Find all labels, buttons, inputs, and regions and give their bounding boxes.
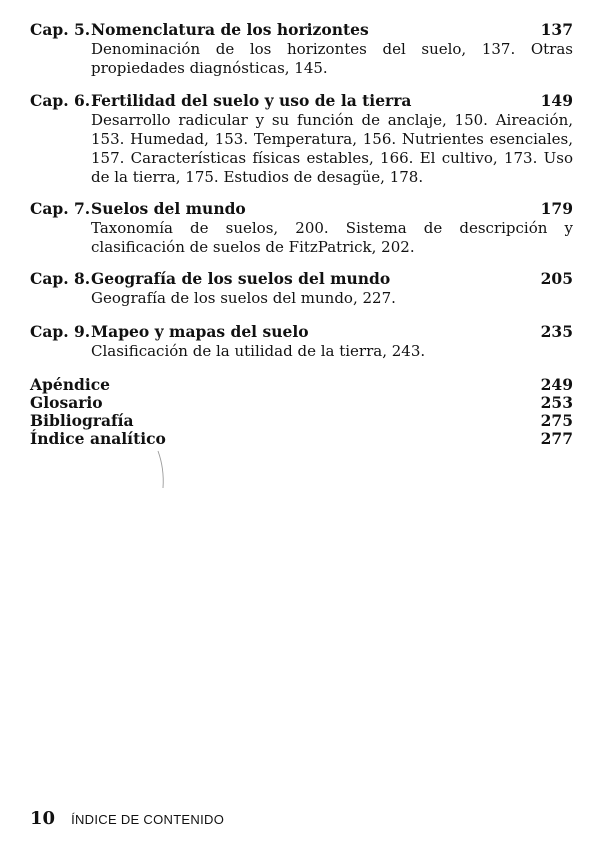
chapter-number: Cap. 7. [30,199,91,218]
entry-page: 275 [540,411,573,430]
entry-label: Apéndice [30,375,111,394]
stray-pen-mark [156,450,166,490]
chapter-page: 205 [540,269,573,288]
chapter-title: Mapeo y mapas del suelo [91,322,309,341]
toc-entry-cap-8 [30,269,573,308]
chapter-title: Geografía de los suelos del mundo [91,269,391,288]
page-number: 10 [30,808,56,829]
page-footer [30,808,224,829]
toc-back-matter [30,376,573,448]
chapter-page: 137 [540,20,573,39]
chapter-description: Denominación de los horizontes del suelo, 137. Otras propiedades diagnósticas, 145. [91,40,573,77]
toc-entry-bibliografia [30,412,573,430]
entry-page: 249 [540,375,573,394]
chapter-description: Clasificación de la utilidad de la tierra, 243. [91,342,426,360]
chapter-number: Cap. 9. [30,322,91,341]
entry-label: Glosario [30,393,103,412]
entry-label: Índice analítico [30,429,166,448]
chapter-number: Cap. 8. [30,269,91,288]
running-title: ÍNDICE DE CONTENIDO [71,812,225,827]
entry-label: Bibliografía [30,411,134,430]
chapter-title: Nomenclatura de los horizontes [91,20,369,39]
chapter-description: Geografía de los suelos del mundo, 227. [91,289,396,307]
chapter-title: Fertilidad del suelo y uso de la tierra [91,91,412,110]
chapter-number: Cap. 5. [30,20,91,39]
chapter-number: Cap. 6. [30,91,91,110]
toc-entry-indice-analitico [30,430,573,448]
chapter-title: Suelos del mundo [91,199,246,218]
toc-entry-cap-9 [30,322,573,361]
entry-page: 253 [540,393,573,412]
chapter-page: 179 [540,199,573,218]
toc-entry-glosario [30,394,573,412]
chapter-description: Taxonomía de suelos, 200. Sistema de descripción y clasificación de suelos de FitzPatrick, 202. [91,219,573,256]
toc-entry-cap-7 [30,199,573,257]
toc-entry-cap-6 [30,91,573,187]
chapter-page: 235 [540,322,573,341]
toc-entry-cap-5 [30,20,573,78]
chapter-description: Desarrollo radicular y su función de anclaje, 150. Aireación, 153. Humedad, 153. Temperatura, 156. Nutrientes esenciales, 157. Características físicas estables, 166. El cultivo, 173. Uso de la tierra, 175. Estudios de desagüe, 178. [91,111,573,186]
toc-entry-apendice [30,376,573,394]
entry-page: 277 [540,429,573,448]
chapter-page: 149 [540,91,573,110]
